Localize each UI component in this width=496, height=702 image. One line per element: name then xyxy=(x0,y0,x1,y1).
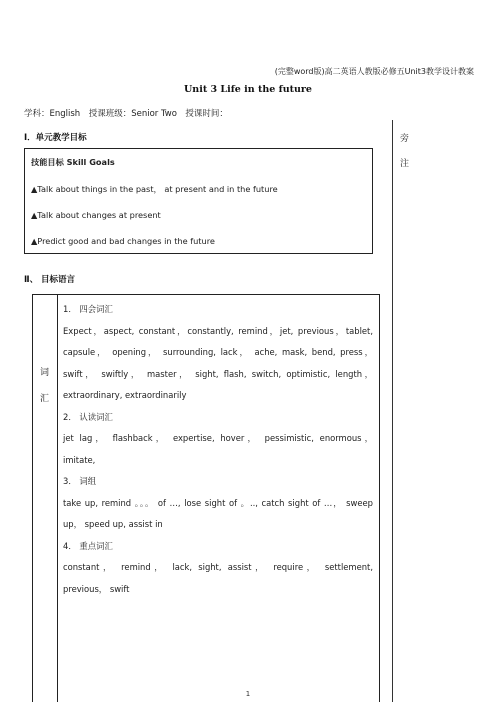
vocabulary-table xyxy=(32,294,380,702)
skill-goal-item: ▲Talk about changes at present xyxy=(31,210,161,220)
vocab-line: swift， swiftly， master， sight, flash, switch, optimistic, length， xyxy=(63,368,373,379)
recognition-vocab-title: 2． 认读词汇 xyxy=(63,411,113,422)
phrases-title: 3． 词组 xyxy=(63,476,97,486)
key-vocab-title: 4． 重点词汇 xyxy=(63,540,113,551)
vocab-line: jet lag， flashback， expertise, hover， pessimistic, enormous， xyxy=(63,433,373,443)
skill-goal-item: ▲Talk about things in the past， at present and in the future xyxy=(31,184,278,194)
section1-heading: Ⅰ．单元教学目标 xyxy=(24,133,87,143)
skill-goal-item: ▲Predict good and bad changes in the future xyxy=(31,236,215,246)
vocab-line: imitate, xyxy=(63,454,96,465)
section2-heading: Ⅱ、 目标语言 xyxy=(24,275,76,285)
vocabulary-label-char2: 汇 xyxy=(40,394,50,404)
page-number: 1 xyxy=(245,690,251,698)
four-skill-vocab-title: 1． 四会词汇 xyxy=(63,304,113,314)
document-header: (完整word版)高二英语人教版必修五Unit3教学设计教案 xyxy=(274,67,474,76)
skill-goals-title: 技能目标 Skill Goals xyxy=(31,157,115,167)
phrase-line: up， speed up, assist in xyxy=(63,519,163,529)
phrase-line: take up, remind 。。。 of …, lose sight of 。.., catch sight of …， sweep xyxy=(63,497,373,508)
vocab-line: constant， remind， lack, sight, assist， require， settlement, xyxy=(63,562,373,572)
vocabulary-label-column xyxy=(33,295,58,702)
side-note-char1: 旁 xyxy=(400,134,410,144)
skill-goals-box xyxy=(24,148,373,254)
vocabulary-label-char1: 词 xyxy=(40,368,50,378)
side-note-char2: 注 xyxy=(400,159,410,169)
margin-divider xyxy=(392,120,393,702)
page-title: Unit 3 Life in the future xyxy=(184,84,312,95)
vocabulary-content xyxy=(63,299,373,600)
vocab-line: Expect，aspect, constant，constantly, remind，jet, previous，tablet, xyxy=(63,325,373,336)
vocab-line: extraordinary, extraordinarily xyxy=(63,390,187,400)
vocab-line: capsule， opening， surrounding, lack， ache, mask, bend, press， xyxy=(63,347,373,357)
vocab-line: previous， swift xyxy=(63,583,130,594)
course-meta: 学科：English 授课班级：Senior Two 授课时间： xyxy=(24,109,228,119)
